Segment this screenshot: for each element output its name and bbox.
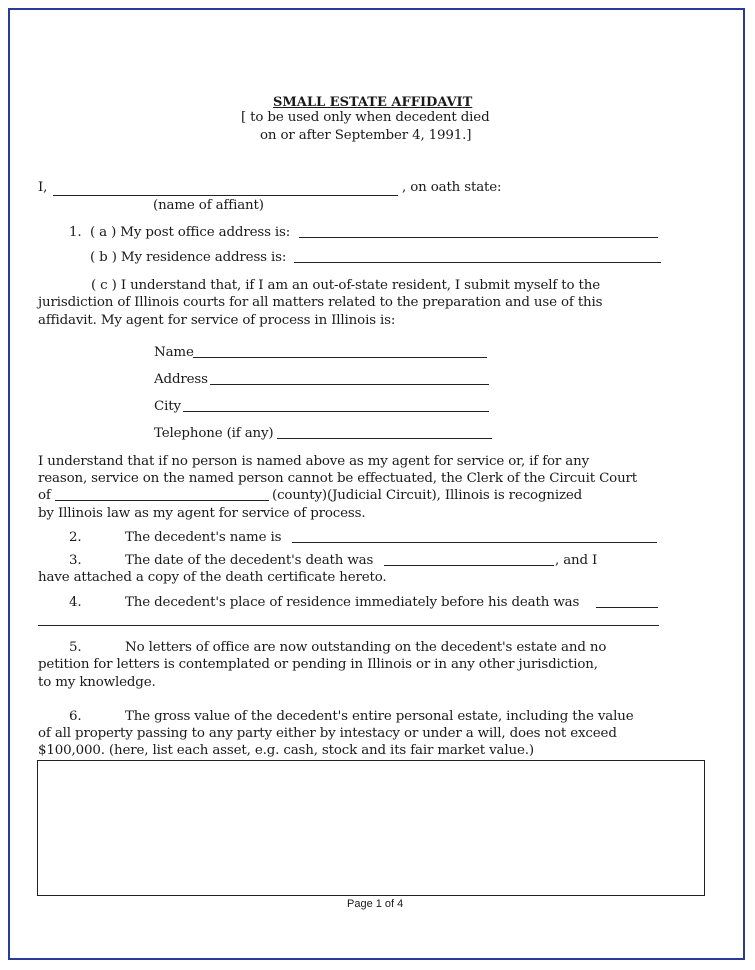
affiant-suffix: , on oath state:	[402, 180, 502, 195]
item1c-line-2: jurisdiction of Illinois courts for all matters related to the preparation and use of this	[38, 295, 603, 310]
agent-city-field[interactable]	[183, 411, 489, 412]
agent-city-label: City	[154, 399, 181, 414]
item1c-line-3: affidavit. My agent for service of process in Illinois is:	[38, 313, 396, 328]
agent-address-label: Address	[154, 372, 208, 387]
item5-number: 5.	[69, 640, 82, 655]
affiant-caption: (name of affiant)	[153, 198, 264, 213]
subtitle-line-1: [ to be used only when decedent died	[241, 110, 490, 125]
item2-text: The decedent's name is	[125, 530, 282, 545]
item3-suffix: , and I	[555, 553, 598, 568]
county-field[interactable]	[55, 500, 269, 501]
clerk-line-3-suffix: (county)(Judicial Circuit), Illinois is recognized	[272, 488, 583, 503]
item1c-line-1: ( c ) I understand that, if I am an out-of-state resident, I submit myself to the	[91, 278, 601, 293]
item1a-label: ( a ) My post office address is:	[90, 225, 291, 240]
item4-text: The decedent's place of residence immediately before his death was	[125, 595, 580, 610]
residence-field-part-2[interactable]	[38, 625, 659, 626]
residence-field-part-1[interactable]	[596, 607, 658, 608]
residence-address-field[interactable]	[294, 262, 661, 263]
page-number: Page 1 of 4	[347, 898, 404, 910]
agent-name-field[interactable]	[193, 357, 487, 358]
item3-line-2: have attached a copy of the death certificate hereto.	[38, 570, 387, 585]
item5-line-1: No letters of office are now outstanding on the decedent's estate and no	[125, 640, 607, 655]
item5-line-3: to my knowledge.	[38, 675, 156, 690]
item3-text: The date of the decedent's death was	[125, 553, 374, 568]
item6-line-2: of all property passing to any party either by intestacy or under a will, does not exceed	[38, 726, 617, 741]
item4-number: 4.	[69, 595, 82, 610]
item3-number: 3.	[69, 553, 82, 568]
affiant-name-field[interactable]	[53, 195, 398, 196]
item5-line-2: petition for letters is contemplated or pending in Illinois or in any other jurisdiction,	[38, 657, 598, 672]
agent-telephone-label: Telephone (if any)	[154, 426, 274, 441]
decedent-name-field[interactable]	[292, 542, 657, 543]
clerk-of-label: of	[38, 488, 51, 503]
death-date-field[interactable]	[384, 565, 554, 566]
agent-name-label: Name	[154, 345, 194, 360]
item2-number: 2.	[69, 530, 82, 545]
item6-number: 6.	[69, 709, 82, 724]
subtitle-line-2: on or after September 4, 1991.]	[260, 128, 472, 143]
item1-number: 1.	[69, 225, 82, 240]
page-title: SMALL ESTATE AFFIDAVIT	[273, 95, 473, 110]
asset-list-box[interactable]	[37, 760, 705, 896]
agent-address-field[interactable]	[210, 384, 489, 385]
item6-line-1: The gross value of the decedent's entire personal estate, including the value	[125, 709, 634, 724]
clerk-line-2: reason, service on the named person cannot be effectuated, the Clerk of the Circuit Court	[38, 471, 638, 486]
agent-telephone-field[interactable]	[277, 438, 492, 439]
clerk-line-4: by Illinois law as my agent for service of process.	[38, 506, 366, 521]
item1b-label: ( b ) My residence address is:	[90, 250, 287, 265]
post-office-address-field[interactable]	[299, 237, 658, 238]
clerk-line-1: I understand that if no person is named above as my agent for service or, if for any	[38, 454, 590, 469]
affiant-prefix: I,	[38, 180, 48, 195]
item6-line-3: $100,000. (here, list each asset, e.g. cash, stock and its fair market value.)	[38, 743, 534, 758]
